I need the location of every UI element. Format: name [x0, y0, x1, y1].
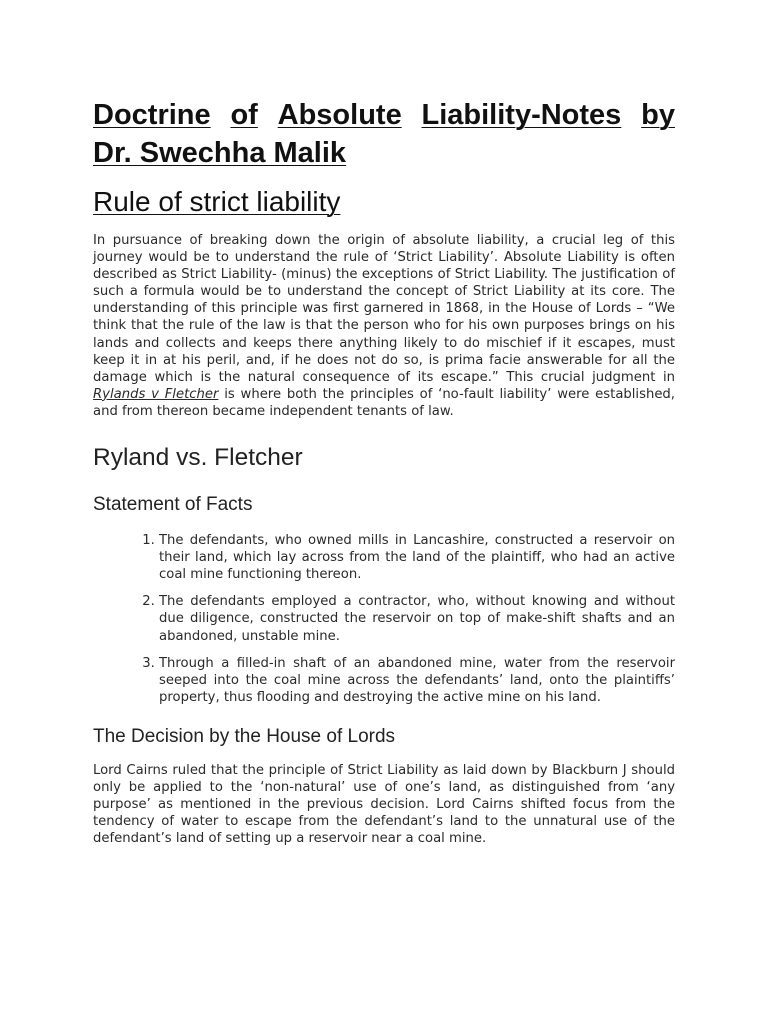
title-word: Liability-Notes	[421, 99, 622, 131]
heading-decision-house-of-lords: The Decision by the House of Lords	[93, 725, 396, 747]
title-word: Absolute	[277, 99, 402, 131]
list-item: 1. The defendants, who owned mills in Lancashire, constructed a reservoir on their land, which lay across from the land of the plaintiff, who had an active coal mine functioning thereon.	[159, 532, 675, 583]
title-line-2: Dr. Swechha Malik	[93, 137, 347, 169]
decision-paragraph: Lord Cairns ruled that the principle of Strict Liability as laid down by Blackburn J should only be applied to the ‘non-natural’ use of one’s land, as distinguished from ‘any purpose’ as mentioned in the previous decision. Lord Cairns shifted focus from the tendency of water to escape from the defendant’s land to the unnatural use of the defendant’s land of setting up a reservoir near a coal mine.	[93, 762, 675, 847]
list-item: 3. Through a filled-in shaft of an abandoned mine, water from the reservoir seeped into the coal mine across the defendants’ land, onto the plaintiffs’ property, thus flooding and destroying the active mine on his land.	[159, 655, 675, 706]
heading-statement-of-facts: Statement of Facts	[93, 494, 253, 516]
title-word: by	[641, 99, 675, 131]
heading-rule-of-strict-liability: Rule of strict liability	[93, 186, 341, 217]
document-page	[93, 96, 675, 847]
paragraph-text-before-link: In pursuance of breaking down the origin of absolute liability, a crucial leg of this journey would be to understand the rule of ‘Strict Liability’. Absolute Liability is often described as Strict Liability- (minus) the exceptions of Strict Liability. The justification of such a formula would be to understand the concept of Strict Liability at its core. The understanding of this principle was first garnered in 1868, in the House of Lords – “We think that the rule of the law is that the person who for his own purposes brings on his lands and collects and keeps there anything likely to do mischief if it escapes, must keep it in at his peril, and, if he does not do so, is prima facie answerable for all the damage which is the natural consequence of its escape.” This crucial judgment in	[93, 233, 675, 385]
list-item: 2. The defendants employed a contractor, who, without knowing and without due diligence, constructed the reservoir on top of make-shift shafts and an abandoned, unstable mine.	[159, 593, 675, 644]
title-word: of	[230, 99, 258, 131]
case-link-rylands-v-fletcher[interactable]: Rylands v Fletcher	[93, 386, 219, 402]
strict-liability-paragraph	[93, 232, 675, 420]
title-line-1	[93, 96, 675, 134]
title-word: Doctrine	[93, 99, 211, 131]
document-title	[93, 96, 675, 172]
paragraph-text-after-link: is where both the principles of ‘no-fault liability’ were established, and from thereon became independent tenants of law.	[93, 386, 675, 419]
facts-list	[93, 532, 675, 706]
heading-ryland-vs-fletcher: Ryland vs. Fletcher	[93, 444, 303, 472]
